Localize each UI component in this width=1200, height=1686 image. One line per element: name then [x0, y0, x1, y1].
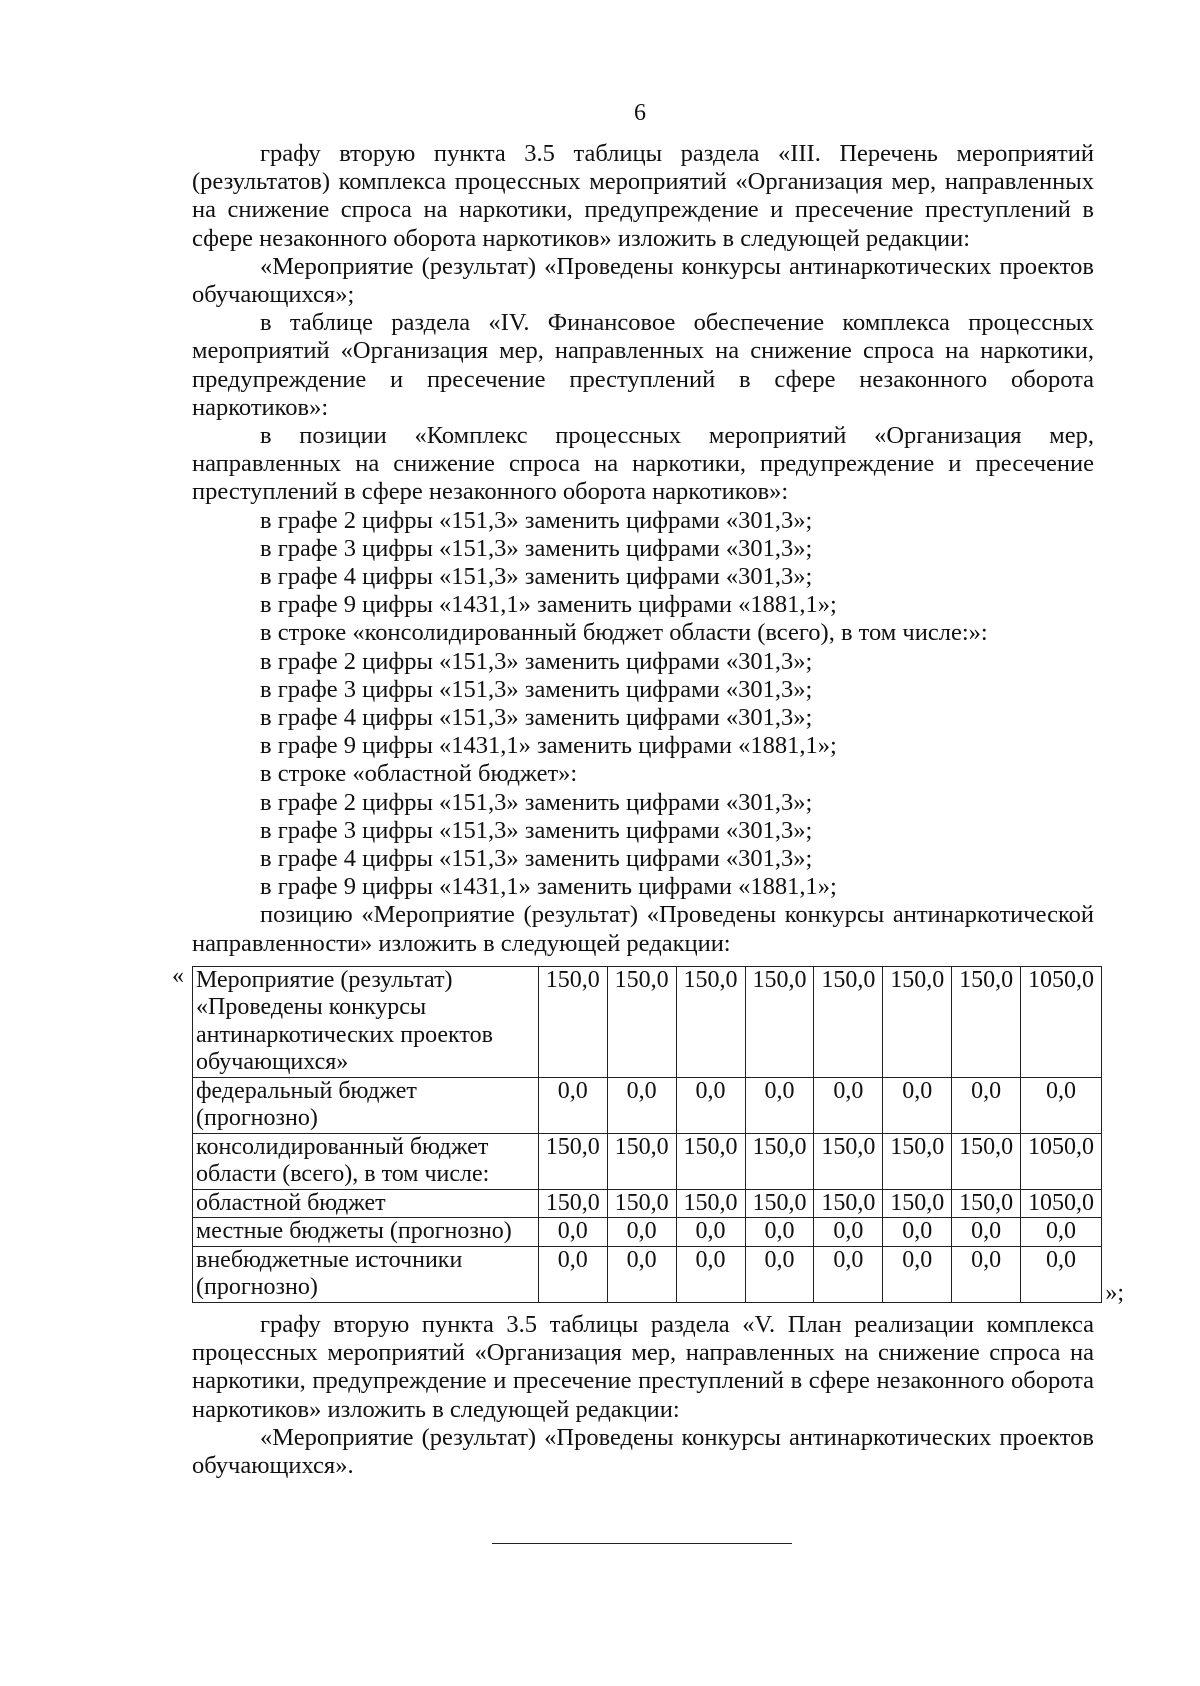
- table-cell: 150,0: [883, 1133, 952, 1189]
- table-cell: 150,0: [676, 1133, 745, 1189]
- table-cell: 150,0: [745, 1189, 814, 1218]
- amendment-line: в графе 4 цифры «151,3» заменить цифрами «301,3»;: [260, 563, 813, 591]
- closing-rule: [492, 1543, 792, 1544]
- table-cell: 0,0: [607, 1077, 676, 1133]
- table-cell: 0,0: [745, 1077, 814, 1133]
- table-cell: 0,0: [883, 1077, 952, 1133]
- table-cell: 0,0: [1021, 1218, 1102, 1247]
- paragraph: в таблице раздела «IV. Финансовое обеспечение комплекса процессных мероприятий «Организация мер, направленных на снижение спроса на наркотики, предупреждение и пресечение преступлений в сфере незаконного оборота наркотиков»:: [192, 309, 1094, 421]
- row-label: внебюджетные источники (прогнозно): [193, 1246, 539, 1302]
- table-cell: 0,0: [1021, 1246, 1102, 1302]
- amendment-line: в графе 3 цифры «151,3» заменить цифрами «301,3»;: [260, 816, 813, 844]
- table-cell: 0,0: [952, 1077, 1021, 1133]
- table-cell: 150,0: [952, 966, 1021, 1077]
- row-label: местные бюджеты (прогнозно): [193, 1218, 539, 1247]
- paragraph: позицию «Мероприятие (результат) «Проведены конкурсы антинаркотической направленности» изложить в следующей редакции:: [192, 901, 1094, 957]
- table-cell: 150,0: [814, 1133, 883, 1189]
- table-cell: 1050,0: [1021, 1133, 1102, 1189]
- table-cell: 150,0: [814, 1189, 883, 1218]
- amendment-line: в графе 9 цифры «1431,1» заменить цифрами «1881,1»;: [260, 732, 837, 760]
- paragraph: графу вторую пункта 3.5 таблицы раздела «III. Перечень мероприятий (результатов) комплекса процессных мероприятий «Организация мер, направленных на снижение спроса на наркотики, предупреждение и пресечение преступлений в сфере незаконного оборота наркотиков» изложить в следующей редакции:: [192, 140, 1094, 252]
- table-cell: 150,0: [745, 966, 814, 1077]
- amendment-line: в строке «консолидированный бюджет области (всего), в том числе:»:: [260, 619, 988, 647]
- table-cell: 0,0: [952, 1218, 1021, 1247]
- amendment-line: в графе 4 цифры «151,3» заменить цифрами «301,3»;: [260, 845, 813, 873]
- table-cell: 150,0: [538, 966, 607, 1077]
- table-cell: 150,0: [538, 1189, 607, 1218]
- page-number: 6: [634, 100, 646, 126]
- amendment-line: в графе 3 цифры «151,3» заменить цифрами «301,3»;: [260, 534, 813, 562]
- paragraph: в позиции «Комплекс процессных мероприятий «Организация мер, направленных на снижение спроса на наркотики, предупреждение и пресечение преступлений в сфере незаконного оборота наркотиков»:: [192, 422, 1094, 506]
- table-cell: 150,0: [607, 966, 676, 1077]
- table-cell: 0,0: [538, 1218, 607, 1247]
- amendment-line: в графе 3 цифры «151,3» заменить цифрами «301,3»;: [260, 675, 813, 703]
- table-open-quote: «: [172, 962, 184, 989]
- amendment-line: в графе 2 цифры «151,3» заменить цифрами «301,3»;: [260, 506, 813, 534]
- table-cell: 0,0: [745, 1246, 814, 1302]
- table-cell: 0,0: [607, 1246, 676, 1302]
- paragraph: графу вторую пункта 3.5 таблицы раздела «V. План реализации комплекса процессных мероприятий «Организация мер, направленных на снижение спроса на наркотики, предупреждение и пресечение преступлений в сфере незаконного оборота наркотиков» изложить в следующей редакции:: [192, 1310, 1094, 1423]
- table-cell: 150,0: [676, 1189, 745, 1218]
- table-cell: 0,0: [814, 1218, 883, 1247]
- table-cell: 0,0: [676, 1246, 745, 1302]
- table-cell: 0,0: [745, 1218, 814, 1247]
- table-cell: 150,0: [745, 1133, 814, 1189]
- table-cell: 1050,0: [1021, 1189, 1102, 1218]
- table-cell: 150,0: [952, 1133, 1021, 1189]
- table-row: [193, 1077, 1102, 1133]
- finance-table-block: [172, 962, 1124, 1306]
- table-cell: 0,0: [1021, 1077, 1102, 1133]
- table-row: [193, 966, 1102, 1077]
- row-label: консолидированный бюджет области (всего), в том числе:: [193, 1133, 539, 1189]
- table-close-quote: »;: [1105, 1279, 1124, 1306]
- table-cell: 0,0: [814, 1246, 883, 1302]
- amendment-line: в строке «областной бюджет»:: [260, 760, 578, 788]
- paragraph: «Мероприятие (результат) «Проведены конкурсы антинаркотических проектов обучающихся»;: [192, 252, 1094, 309]
- table-cell: 150,0: [676, 966, 745, 1077]
- table-cell: 0,0: [676, 1218, 745, 1247]
- row-label: федеральный бюджет (прогнозно): [193, 1077, 539, 1133]
- table-cell: 150,0: [883, 1189, 952, 1218]
- table-cell: 0,0: [883, 1246, 952, 1302]
- table-cell: 0,0: [538, 1246, 607, 1302]
- table-row: [193, 1218, 1102, 1247]
- table-cell: 150,0: [952, 1189, 1021, 1218]
- amendment-line: в графе 2 цифры «151,3» заменить цифрами «301,3»;: [260, 647, 813, 675]
- table-cell: 150,0: [814, 966, 883, 1077]
- table-cell: 150,0: [607, 1189, 676, 1218]
- table-cell: 0,0: [883, 1218, 952, 1247]
- row-label: Мероприятие (результат) «Проведены конкурсы антинаркотических проектов обучающихся»: [193, 966, 539, 1077]
- table-cell: 0,0: [607, 1218, 676, 1247]
- amendment-line: в графе 9 цифры «1431,1» заменить цифрами «1881,1»;: [260, 873, 837, 901]
- row-label: областной бюджет: [193, 1189, 539, 1218]
- amendment-line: в графе 9 цифры «1431,1» заменить цифрами «1881,1»;: [260, 591, 837, 619]
- paragraph: «Мероприятие (результат) «Проведены конкурсы антинаркотических проектов обучающихся».: [192, 1423, 1094, 1479]
- amendment-line: в графе 4 цифры «151,3» заменить цифрами «301,3»;: [260, 704, 813, 732]
- table-cell: 0,0: [952, 1246, 1021, 1302]
- table-cell: 150,0: [538, 1133, 607, 1189]
- document-body: [172, 140, 1124, 1480]
- table-cell: 0,0: [814, 1077, 883, 1133]
- table-cell: 0,0: [676, 1077, 745, 1133]
- finance-table: [192, 966, 1102, 1303]
- amendment-line: в графе 2 цифры «151,3» заменить цифрами «301,3»;: [260, 788, 813, 816]
- table-row: [193, 1133, 1102, 1189]
- table-cell: 150,0: [883, 966, 952, 1077]
- table-cell: 0,0: [538, 1077, 607, 1133]
- table-row: [193, 1189, 1102, 1218]
- table-row: [193, 1246, 1102, 1302]
- table-cell: 1050,0: [1021, 966, 1102, 1077]
- table-cell: 150,0: [607, 1133, 676, 1189]
